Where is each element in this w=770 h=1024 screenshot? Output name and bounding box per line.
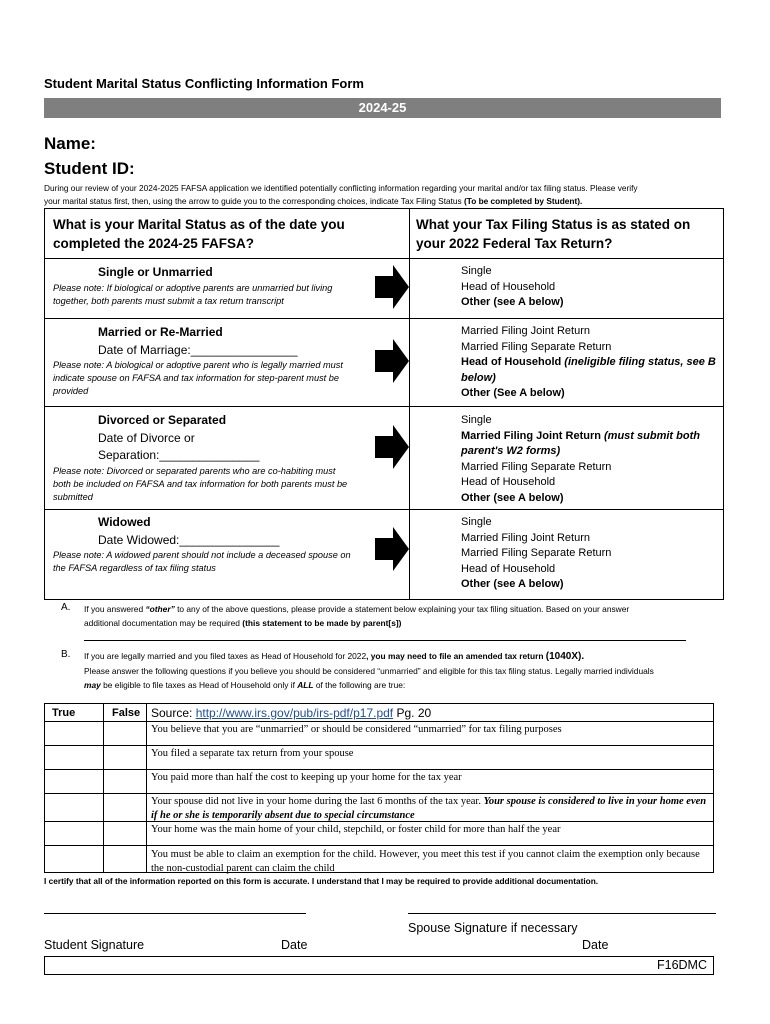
option: Other (see A below) [461, 296, 564, 308]
status-divorced: Divorced or Separated [98, 413, 227, 427]
row-divider [45, 509, 723, 510]
status-married: Married or Re-Married [98, 325, 223, 339]
true-false-table [44, 703, 714, 873]
option: Married Filing Separate Return [461, 460, 612, 473]
note-divorced: Please note: Divorced or separated parents who are co-habiting must both be included on FAFSA and tax information for both parents must be submitted [53, 466, 348, 502]
option: Single [461, 414, 492, 426]
column-divider [146, 704, 147, 872]
option: Single [461, 516, 492, 528]
student-signature-line[interactable] [44, 913, 306, 914]
certification-statement: I certify that all of the information reported on this form is accurate. I understand that I may be required to provide additional documentation. [44, 876, 599, 886]
option: Single [461, 265, 492, 277]
student-signature-label: Student Signature [44, 938, 145, 952]
option: Married Filing Separate Return [461, 340, 612, 353]
spouse-date-label: Date [582, 938, 609, 952]
arrow-right-icon [375, 527, 409, 571]
options-divorced [461, 413, 721, 506]
marital-status-header: What is your Marital Status as of the date you completed the 2024-25 FAFSA? [53, 217, 345, 251]
option: Married Filing Joint Return [461, 531, 590, 544]
section-b-text: If you are legally married and you filed taxes as Head of Household for 2022, you may need to file an amended tax return (1040X). Please answer the following questions if you believe you should be considered “unmarried” and eligible for this tax filing status. Legally married individuals may be eligible to file taxes as Head of Household only if ALL of the following are true: [84, 651, 654, 690]
option: Head of Household (ineligible filing status, see B below) [461, 356, 716, 384]
true-header: True [52, 707, 76, 719]
note-married: Please note: A biological or adoptive parent who is legally married must indicate spouse on FAFSA and tax information for step-parent must be provided [53, 360, 343, 396]
separation-date: Separation:_______________ [98, 448, 260, 462]
student-date-label: Date [281, 938, 308, 952]
option: Head of Household [461, 280, 556, 293]
intro-line-2: your marital status first, then, using the arrow to guide you to the corresponding choices, indicate Tax Filing Status (To be completed by Student). [44, 196, 583, 206]
option: Other (See A below) [461, 387, 565, 399]
criterion-row: You must be able to claim an exemption for the child. However, you meet this test if you cannot claim the exemption only because the non-custodial parent can claim the child [151, 849, 700, 874]
options-single [461, 264, 721, 311]
status-single: Single or Unmarried [98, 265, 213, 279]
criterion-row: You filed a separate tax return from your spouse [151, 748, 354, 759]
option: Married Filing Separate Return [461, 547, 612, 559]
criterion-row: Your spouse did not live in your home during the last 6 months of the tax year. Your spouse is considered to live in your home even if he or she is temporarily absent due to special circumstance [151, 796, 707, 821]
section-a-text: If you answered “other” to any of the above questions, please provide a statement below explaining your tax filing situation. Based on your answer additional documentation may be required (this statement to be made by parent[s]) [84, 604, 630, 628]
footer-box [44, 956, 714, 975]
row-divider [45, 721, 713, 722]
intro-line-1: During our review of your 2024-2025 FAFSA application we identified potentially conflicting information regarding your marital and/or tax filing status. Please verify [44, 183, 638, 193]
false-header: False [112, 707, 141, 719]
intro-text [44, 182, 724, 208]
source-link[interactable]: http://www.irs.gov/pub/irs-pdf/p17.pdf [195, 706, 394, 720]
row-divider [45, 769, 713, 770]
criterion-row: You believe that you are “unmarried” or should be considered “unmarried” for tax filing purposes [151, 724, 562, 735]
section-a-letter: A. [61, 602, 71, 613]
option: Married Filing Joint Return (must submit both parent's W2 forms) [461, 429, 700, 457]
options-widowed [461, 515, 721, 593]
arrow-right-icon [375, 425, 409, 469]
date-of-marriage: Date of Marriage:________________ [98, 343, 298, 357]
tax-filing-header: What your Tax Filing Status is as stated on your 2022 Federal Tax Return? [416, 217, 691, 251]
column-divider [409, 209, 410, 599]
source-citation: Source: http://www.irs.gov/pub/irs-pdf/p17.pdf Pg. 20 [151, 706, 432, 720]
note-widowed: Please note: A widowed parent should not include a deceased spouse on the FAFSA regardless of tax filing status [53, 550, 351, 573]
statement-line[interactable] [84, 640, 686, 641]
criterion-row: Your home was the main home of your child, stepchild, or foster child for more than half the year [151, 824, 561, 835]
spouse-signature-line[interactable] [408, 913, 716, 914]
arrow-right-icon [375, 265, 409, 309]
date-of-divorce-label: Date of Divorce or [98, 431, 195, 445]
options-married [461, 324, 721, 402]
row-divider [45, 745, 713, 746]
student-id-label: Student ID: [44, 159, 135, 178]
year-banner: 2024-25 [44, 98, 721, 118]
form-title: Student Marital Status Conflicting Information Form [44, 76, 364, 91]
row-divider [45, 793, 713, 794]
arrow-right-icon [375, 339, 409, 383]
section-b-letter: B. [61, 649, 71, 660]
row-divider [45, 258, 723, 259]
spouse-signature-label: Spouse Signature if necessary [408, 921, 578, 935]
option: Other (see A below) [461, 491, 564, 504]
row-divider [45, 318, 723, 319]
form-code: F16DMC [656, 958, 707, 972]
column-divider [103, 704, 104, 872]
option: Head of Household [461, 562, 556, 575]
criterion-row: You paid more than half the cost to keeping up your home for the tax year [151, 772, 462, 783]
row-divider [45, 845, 713, 846]
note-single: Please note: If biological or adoptive parents are unmarried but living together, both parents must submit a tax return transcript [53, 283, 333, 306]
row-divider [45, 406, 723, 407]
name-label: Name: [44, 134, 96, 153]
marital-status-table [44, 208, 724, 600]
option: Married Filing Joint Return [461, 325, 590, 337]
date-widowed: Date Widowed:_______________ [98, 533, 280, 547]
option: Other (see A below) [461, 578, 564, 590]
status-widowed: Widowed [98, 515, 151, 529]
option: Head of Household [461, 476, 556, 488]
